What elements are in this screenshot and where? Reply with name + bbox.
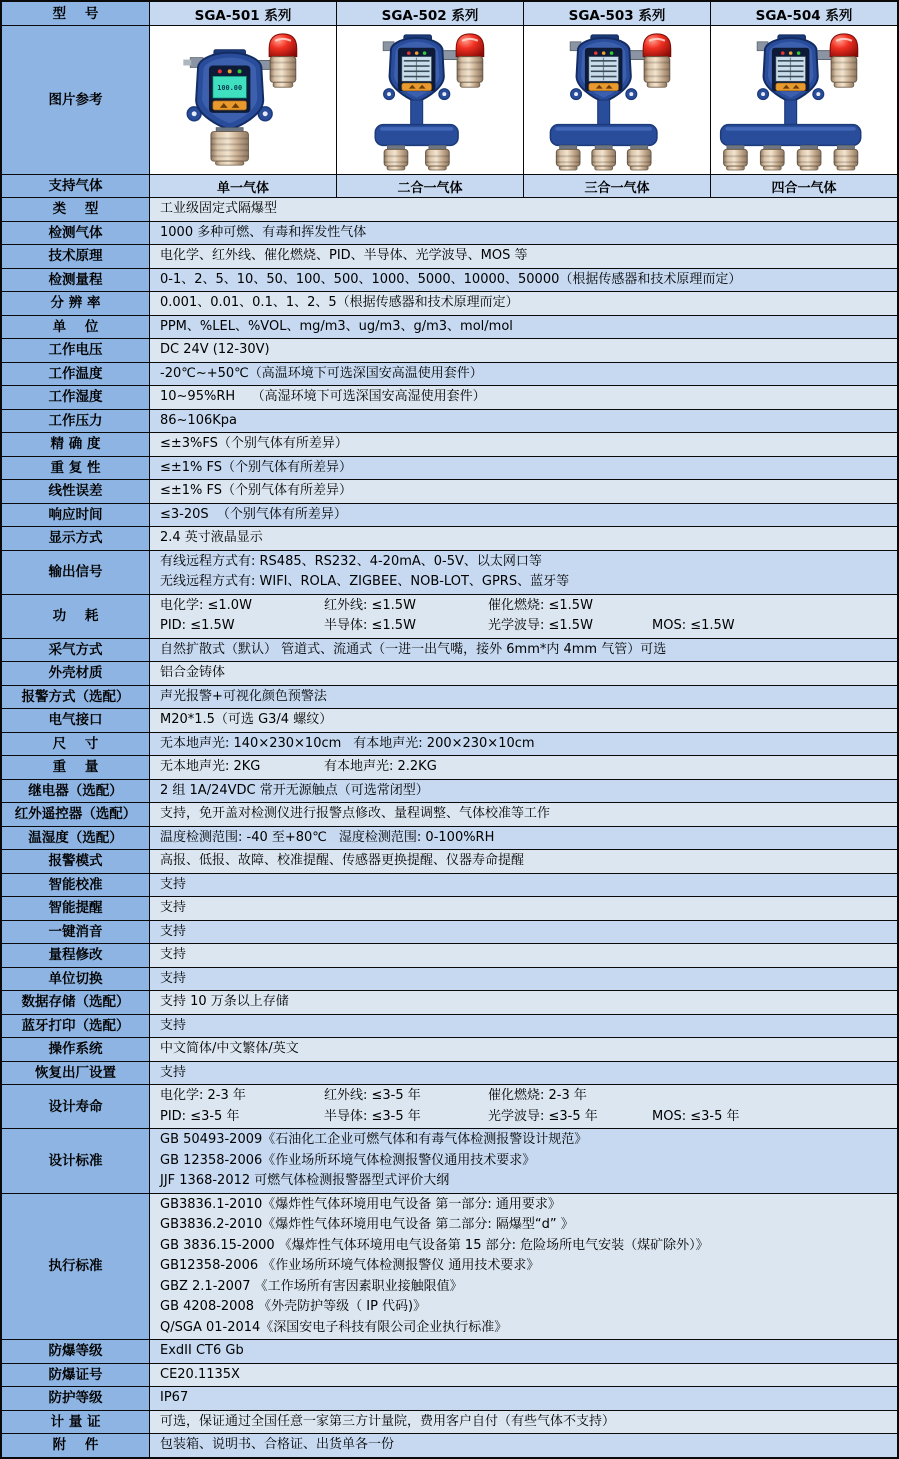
gas-value-sga-502: 二合一气体 bbox=[337, 175, 524, 197]
spec-label: 附 件 bbox=[2, 1434, 150, 1457]
spec-value bbox=[150, 639, 897, 662]
spec-row bbox=[2, 1387, 897, 1411]
spec-label: 采气方式 bbox=[2, 639, 150, 662]
spec-value bbox=[150, 433, 897, 456]
spec-label: 蓝牙打印（选配） bbox=[2, 1015, 150, 1038]
spec-label: 尺 寸 bbox=[2, 733, 150, 756]
spec-value-line bbox=[160, 734, 887, 755]
spec-value-line: GB 3836.15-2000 《爆炸性气体环境用电气设备第 15 部分: 危险场所电气安装（煤矿除外）》 bbox=[160, 1237, 709, 1253]
spec-label: 智能校准 bbox=[2, 874, 150, 897]
spec-value-line: 支持 bbox=[160, 900, 187, 915]
sensor-barrel-icon bbox=[426, 145, 450, 170]
spec-value-line: 0-1、2、5、10、50、100、500、1000、5000、10000、50000（根据传感器和技术原理而定） bbox=[160, 271, 742, 287]
spec-value-line: 电化学、红外线、催化燃烧、PID、半导体、光学波导、MOS 等 bbox=[160, 248, 528, 263]
spec-row bbox=[2, 803, 897, 827]
spec-value-line: M20*1.5（可选 G3/4 螺纹） bbox=[160, 712, 333, 727]
spec-value-line: JJF 1368-2012 可燃气体检测报警器型式评价大纲 bbox=[160, 1173, 450, 1188]
spec-value bbox=[150, 1194, 897, 1340]
spec-value bbox=[150, 269, 897, 292]
spec-label: 恢复出厂设置 bbox=[2, 1062, 150, 1085]
spec-value bbox=[150, 1129, 897, 1193]
spec-row bbox=[2, 504, 897, 528]
spec-rows bbox=[2, 198, 897, 1457]
spec-value-line: 中文简体/中文繁体/英文 bbox=[160, 1041, 299, 1056]
spec-row bbox=[2, 198, 897, 222]
spec-value-line: GBZ 2.1-2007 《工作场所有害因素职业接触限值》 bbox=[160, 1278, 463, 1294]
spec-row bbox=[2, 339, 897, 363]
spec-value-line: ≤±1% FS（个别气体有所差异） bbox=[160, 459, 353, 475]
spec-label: 功 耗 bbox=[2, 595, 150, 638]
spec-value bbox=[150, 504, 897, 527]
spec-value-line: 10~95%RH （高湿环境下可选深国安高湿使用套件） bbox=[160, 389, 486, 404]
sensor-barrels bbox=[384, 145, 449, 170]
spec-label: 分 辨 率 bbox=[2, 292, 150, 315]
image-cell-sga-504 bbox=[711, 26, 897, 174]
spec-label: 一键消音 bbox=[2, 921, 150, 944]
spec-label: 重 量 bbox=[2, 756, 150, 779]
spec-label: 线性误差 bbox=[2, 480, 150, 503]
spec-value-segment: 有本地声光: 2.2KG bbox=[324, 759, 437, 774]
spec-row bbox=[2, 1411, 897, 1435]
spec-label: 单 位 bbox=[2, 316, 150, 339]
spec-label: 设计寿命 bbox=[2, 1085, 150, 1128]
image-reference-row bbox=[2, 26, 897, 175]
spec-value bbox=[150, 991, 897, 1014]
spec-value bbox=[150, 363, 897, 386]
spec-value-segment: 半导体: ≤3-5 年 bbox=[324, 1108, 421, 1124]
spec-row bbox=[2, 733, 897, 757]
spec-value-line bbox=[160, 828, 887, 849]
model-header-sga-503: SGA-503 系列 bbox=[524, 2, 711, 25]
spec-value bbox=[150, 1364, 897, 1387]
spec-label: 防爆证号 bbox=[2, 1364, 150, 1387]
spec-value-segment: 红外线: ≤3-5 年 bbox=[324, 1088, 421, 1103]
spec-value bbox=[150, 1387, 897, 1410]
spec-label: 技术原理 bbox=[2, 245, 150, 268]
device-image-sga-503 bbox=[524, 27, 710, 173]
spec-label: 报警方式（选配） bbox=[2, 686, 150, 709]
spec-label: 量程修改 bbox=[2, 944, 150, 967]
spec-value bbox=[150, 968, 897, 991]
spec-row bbox=[2, 410, 897, 434]
spec-value-line bbox=[160, 757, 887, 778]
spec-row bbox=[2, 686, 897, 710]
spec-value bbox=[150, 944, 897, 967]
spec-row bbox=[2, 968, 897, 992]
spec-value bbox=[150, 198, 897, 221]
spec-value bbox=[150, 245, 897, 268]
spec-value-segment: 有本地声光: 200×230×10cm bbox=[353, 735, 535, 751]
device-image-sga-501 bbox=[150, 27, 336, 173]
spec-label: 计 量 证 bbox=[2, 1411, 150, 1434]
sensor-barrel-icon bbox=[797, 145, 821, 170]
spec-value-line: 1000 多种可燃、有毒和挥发性气体 bbox=[160, 224, 367, 240]
spec-value-line: ≤±1% FS（个别气体有所差异） bbox=[160, 483, 353, 498]
spec-value-line: CE20.1135X bbox=[160, 1366, 240, 1382]
spec-label: 工作温度 bbox=[2, 363, 150, 386]
spec-label: 智能提醒 bbox=[2, 897, 150, 920]
spec-row bbox=[2, 1038, 897, 1062]
device-screen bbox=[209, 65, 250, 112]
sensor-barrel-icon bbox=[211, 128, 248, 165]
spec-value-line: DC 24V (12-30V) bbox=[160, 342, 270, 357]
spec-row bbox=[2, 595, 897, 639]
spec-value-segment: 光学波导: ≤1.5W bbox=[488, 618, 593, 633]
spec-value bbox=[150, 339, 897, 362]
sensor-barrel-icon bbox=[592, 145, 616, 170]
device-image-sga-504 bbox=[711, 27, 897, 173]
spec-value-line bbox=[160, 596, 887, 617]
spec-row bbox=[2, 551, 897, 595]
spec-value-line: GB 12358-2006《作业场所环境气体检测报警仪通用技术要求》 bbox=[160, 1152, 536, 1168]
spec-value bbox=[150, 803, 897, 826]
spec-value-line: 声光报警+可视化颜色预警法 bbox=[160, 688, 327, 704]
spec-value-line: GB12358-2006 《作业场所环境气体检测报警仪 通用技术要求》 bbox=[160, 1258, 540, 1273]
spec-label: 显示方式 bbox=[2, 527, 150, 550]
spec-value bbox=[150, 316, 897, 339]
spec-value-line bbox=[160, 616, 887, 637]
spec-value-line bbox=[160, 1107, 887, 1128]
spec-row bbox=[2, 874, 897, 898]
spec-value-line: -20℃~+50℃（高温环境下可选深国安高温使用套件） bbox=[160, 365, 483, 381]
sensor-barrel-icon bbox=[627, 145, 651, 170]
sensor-barrels bbox=[724, 145, 858, 170]
spec-value-line: 有线远程方式有: RS485、RS232、4-20mA、0-5V、以太网口等 bbox=[160, 553, 542, 569]
spec-value-line: ≤3-20S （个别气体有所差异） bbox=[160, 506, 347, 522]
row-label-images: 图片参考 bbox=[2, 26, 150, 174]
spec-value-line: 可选，保证通过全国任意一家第三方计量院，费用客户自付（有些气体不支持） bbox=[160, 1413, 616, 1429]
spec-value bbox=[150, 1411, 897, 1434]
spec-value-segment: 温度检测范围: -40 至+80℃ bbox=[160, 829, 327, 845]
spec-row bbox=[2, 1434, 897, 1457]
spec-row bbox=[2, 709, 897, 733]
spec-row bbox=[2, 780, 897, 804]
spec-row bbox=[2, 897, 897, 921]
spec-label: 温湿度（选配） bbox=[2, 827, 150, 850]
spec-row bbox=[2, 527, 897, 551]
spec-value bbox=[150, 709, 897, 732]
spec-row bbox=[2, 1364, 897, 1388]
spec-value-line: 支持 bbox=[160, 876, 187, 892]
spec-value bbox=[150, 457, 897, 480]
spec-label: 工作湿度 bbox=[2, 386, 150, 409]
spec-value bbox=[150, 386, 897, 409]
spec-row bbox=[2, 1085, 897, 1129]
sensor-barrel-icon bbox=[384, 145, 408, 170]
spec-label: 精 确 度 bbox=[2, 433, 150, 456]
spec-value-line: 支持，免开盖对检测仪进行报警点修改、量程调整、气体校准等工作 bbox=[160, 806, 551, 821]
spec-value-line: GB 50493-2009《石油化工企业可燃气体和有毒气体检测报警设计规范》 bbox=[160, 1132, 588, 1147]
spec-label: 检测量程 bbox=[2, 269, 150, 292]
spec-value bbox=[150, 686, 897, 709]
spec-row bbox=[2, 457, 897, 481]
spec-value-segment: 光学波导: ≤3-5 年 bbox=[488, 1108, 598, 1124]
spec-value bbox=[150, 1062, 897, 1085]
spec-label: 工作压力 bbox=[2, 410, 150, 433]
spec-row bbox=[2, 386, 897, 410]
spec-value-segment: 催化燃烧: ≤1.5W bbox=[488, 597, 593, 613]
spec-value bbox=[150, 292, 897, 315]
spec-value-segment: 湿度检测范围: 0-100%RH bbox=[338, 829, 495, 845]
device-image-sga-502 bbox=[337, 27, 523, 173]
spec-value bbox=[150, 595, 897, 638]
gas-value-sga-501: 单一气体 bbox=[150, 175, 337, 197]
spec-row bbox=[2, 662, 897, 686]
spec-value-segment: 半导体: ≤1.5W bbox=[324, 618, 416, 633]
spec-value bbox=[150, 921, 897, 944]
spec-value-line bbox=[160, 1086, 887, 1107]
spec-value-segment: PID: ≤1.5W bbox=[160, 618, 235, 633]
device-screen bbox=[585, 48, 622, 91]
spec-row bbox=[2, 1340, 897, 1364]
spec-value bbox=[150, 222, 897, 245]
spec-row bbox=[2, 1062, 897, 1086]
supported-gas-row bbox=[2, 175, 897, 198]
spec-value-line: 2.4 英寸液晶显示 bbox=[160, 530, 263, 545]
spec-label: 报警模式 bbox=[2, 850, 150, 873]
spec-value bbox=[150, 1434, 897, 1457]
spec-row bbox=[2, 921, 897, 945]
spec-label: 操作系统 bbox=[2, 1038, 150, 1061]
spec-label: 响应时间 bbox=[2, 504, 150, 527]
spec-label: 类 型 bbox=[2, 198, 150, 221]
spec-row bbox=[2, 944, 897, 968]
model-header-sga-501: SGA-501 系列 bbox=[150, 2, 337, 25]
gas-value-sga-504: 四合一气体 bbox=[711, 175, 897, 197]
spec-value-line: IP67 bbox=[160, 1390, 189, 1405]
spec-row bbox=[2, 245, 897, 269]
spec-row bbox=[2, 292, 897, 316]
sensor-barrel-icon bbox=[834, 145, 858, 170]
spec-value bbox=[150, 733, 897, 756]
spec-value bbox=[150, 527, 897, 550]
spec-value-line: ≤±3%FS（个别气体有所差异） bbox=[160, 436, 348, 451]
spec-label: 单位切换 bbox=[2, 968, 150, 991]
spec-value bbox=[150, 1340, 897, 1363]
spec-value bbox=[150, 1038, 897, 1061]
spec-value-line: 86~106Kpa bbox=[160, 412, 237, 428]
spec-label: 防护等级 bbox=[2, 1387, 150, 1410]
model-header-sga-504: SGA-504 系列 bbox=[711, 2, 897, 25]
spec-value-line: GB3836.2-2010《爆炸性气体环境用电气设备 第二部分: 隔爆型“d” 》 bbox=[160, 1217, 574, 1232]
row-label-model: 型 号 bbox=[2, 2, 150, 25]
sensor-barrel-icon bbox=[556, 145, 580, 170]
row-label-gas: 支持气体 bbox=[2, 175, 150, 197]
spec-value bbox=[150, 410, 897, 433]
spec-value-line: GB 4208-2008 《外壳防护等级（ IP 代码)》 bbox=[160, 1299, 427, 1314]
spec-row bbox=[2, 316, 897, 340]
spec-label: 设计标准 bbox=[2, 1129, 150, 1193]
spec-value-line: 0.001、0.01、0.1、1、2、5（根据传感器和技术原理而定） bbox=[160, 295, 519, 310]
spec-value-line: 自然扩散式（默认） 管道式、流通式（一进一出气嘴，接外 6mm*内 4mm 气管）可选 bbox=[160, 641, 667, 657]
spec-row bbox=[2, 827, 897, 851]
spec-value-segment: 无本地声光: 2KG bbox=[160, 759, 261, 774]
spec-value bbox=[150, 827, 897, 850]
spec-row bbox=[2, 269, 897, 293]
image-cell-sga-501 bbox=[150, 26, 337, 174]
spec-value-line: 支持 bbox=[160, 1064, 187, 1080]
spec-label: 工作电压 bbox=[2, 339, 150, 362]
spec-label: 数据存储（选配） bbox=[2, 991, 150, 1014]
spec-row bbox=[2, 363, 897, 387]
spec-value bbox=[150, 551, 897, 594]
model-header-sga-502: SGA-502 系列 bbox=[337, 2, 524, 25]
device-screen bbox=[398, 48, 435, 91]
table-header-row bbox=[2, 2, 897, 26]
image-cell-sga-502 bbox=[337, 26, 524, 174]
spec-value bbox=[150, 662, 897, 685]
spec-row bbox=[2, 433, 897, 457]
spec-label: 检测气体 bbox=[2, 222, 150, 245]
spec-row bbox=[2, 991, 897, 1015]
spec-value-line: Q/SGA 01-2014《深国安电子科技有限公司企业执行标准》 bbox=[160, 1319, 508, 1335]
spec-value-line: 支持 bbox=[160, 923, 187, 939]
spec-value-segment: MOS: ≤3-5 年 bbox=[652, 1108, 740, 1124]
spec-value-segment: MOS: ≤1.5W bbox=[652, 618, 735, 633]
spec-value-line: 无线远程方式有: WIFI、ROLA、ZIGBEE、NOB-LOT、GPRS、蓝牙等 bbox=[160, 574, 570, 589]
spec-value-line: 工业级固定式隔爆型 bbox=[160, 201, 278, 216]
sensor-barrel-icon bbox=[760, 145, 784, 170]
sensor-barrel-icon bbox=[724, 145, 748, 170]
spec-row bbox=[2, 1129, 897, 1194]
spec-label: 执行标准 bbox=[2, 1194, 150, 1340]
spec-row bbox=[2, 222, 897, 246]
spec-value-line: 2 组 1A/24VDC 常开无源触点（可选常闭型） bbox=[160, 782, 429, 798]
spec-row bbox=[2, 1015, 897, 1039]
spec-value bbox=[150, 780, 897, 803]
spec-value bbox=[150, 897, 897, 920]
spec-value bbox=[150, 874, 897, 897]
spec-value-line: ExdII CT6 Gb bbox=[160, 1343, 244, 1358]
spec-value bbox=[150, 480, 897, 503]
spec-value-segment: 红外线: ≤1.5W bbox=[324, 597, 416, 613]
spec-label: 继电器（选配） bbox=[2, 780, 150, 803]
device-screen-reading: 100.00 bbox=[217, 84, 243, 93]
spec-value bbox=[150, 850, 897, 873]
spec-label: 输出信号 bbox=[2, 551, 150, 594]
spec-value-line: PPM、%LEL、%VOL、mg/m3、ug/m3、g/m3、mol/mol bbox=[160, 318, 513, 334]
image-cell-sga-503 bbox=[524, 26, 711, 174]
spec-value-segment: 催化燃烧: 2-3 年 bbox=[488, 1088, 587, 1103]
spec-row bbox=[2, 480, 897, 504]
sensor-barrels bbox=[556, 145, 651, 170]
spec-value bbox=[150, 1085, 897, 1128]
spec-label: 重 复 性 bbox=[2, 457, 150, 480]
spec-row bbox=[2, 639, 897, 663]
spec-label: 电气接口 bbox=[2, 709, 150, 732]
spec-value-line: 支持 bbox=[160, 1017, 187, 1033]
spec-value-line: 铝合金铸体 bbox=[160, 665, 226, 680]
spec-value-segment: 电化学: ≤1.0W bbox=[160, 597, 252, 613]
device-screen bbox=[772, 48, 809, 91]
spec-value bbox=[150, 756, 897, 779]
spec-value-line: 包装箱、说明书、合格证、出货单各一份 bbox=[160, 1437, 395, 1452]
spec-value bbox=[150, 1015, 897, 1038]
spec-label: 红外遥控器（选配） bbox=[2, 803, 150, 826]
gas-value-sga-503: 三合一气体 bbox=[524, 175, 711, 197]
spec-row bbox=[2, 1194, 897, 1341]
spec-value-segment: PID: ≤3-5 年 bbox=[160, 1108, 240, 1124]
spec-value-line: GB3836.1-2010《爆炸性气体环境用电气设备 第一部分: 通用要求》 bbox=[160, 1196, 561, 1212]
spec-value-line: 高报、低报、故障、校准提醒、传感器更换提醒、仪器寿命提醒 bbox=[160, 853, 525, 868]
spec-value-line: 支持 bbox=[160, 970, 187, 986]
spec-value-line: 支持 10 万条以上存储 bbox=[160, 994, 289, 1009]
spec-row bbox=[2, 756, 897, 780]
spec-label: 防爆等级 bbox=[2, 1340, 150, 1363]
spec-label: 外壳材质 bbox=[2, 662, 150, 685]
spec-value-segment: 电化学: 2-3 年 bbox=[160, 1088, 246, 1103]
spec-value-segment: 无本地声光: 140×230×10cm bbox=[160, 735, 342, 751]
spec-row bbox=[2, 850, 897, 874]
spec-value-line: 支持 bbox=[160, 947, 187, 962]
